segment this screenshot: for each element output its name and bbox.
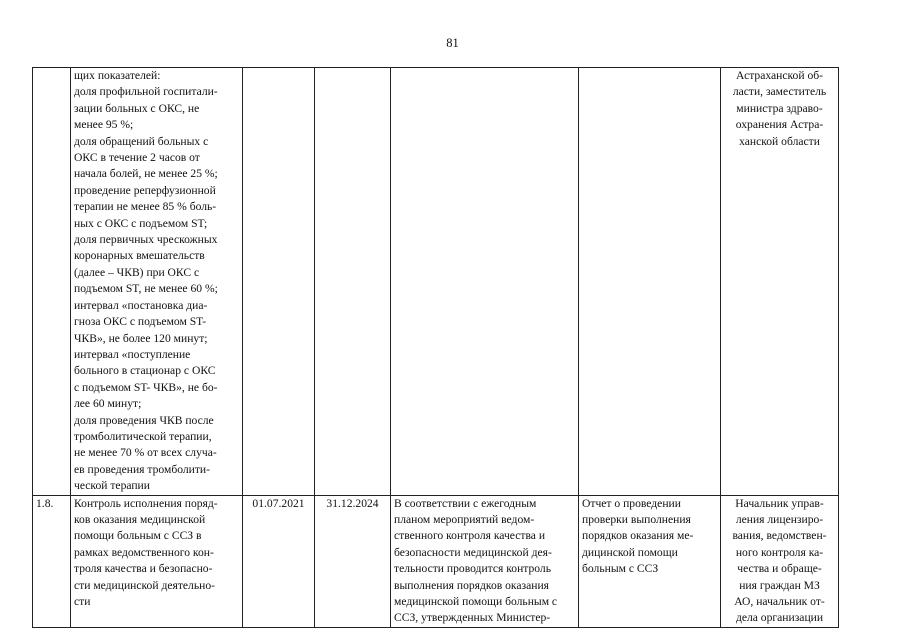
text-line: безопасности медицинской дея- xyxy=(394,545,552,559)
text-line: охранения Астра- xyxy=(735,118,824,132)
text-line: проверки выполнения xyxy=(582,512,691,526)
cell-number xyxy=(33,68,71,496)
text-line: медицинской помощи больным с xyxy=(394,595,558,608)
text-line: планом мероприятий ведом- xyxy=(394,512,535,526)
text-line: ния граждан МЗ xyxy=(739,578,820,592)
text-line: ев проведения тромболити- xyxy=(74,462,210,476)
text-line: выполнения порядков оказания xyxy=(394,578,549,592)
text-line: не менее 70 % от всех случа- xyxy=(74,446,217,460)
text-line: с подъемом ST- ЧКВ», не бо- xyxy=(74,380,218,394)
text-line: интервал «поступление xyxy=(74,347,191,361)
text-line: ков оказания медицинской xyxy=(74,512,206,526)
text-line: помощи больным с ССЗ в xyxy=(74,529,202,543)
text-line: подъемом ST, не менее 60 %; xyxy=(74,282,218,296)
text-line: троля качества и безопасно- xyxy=(74,562,213,576)
text-line: В соответствии с ежегодным xyxy=(394,496,537,510)
text-line: доля обращений больных с xyxy=(74,134,209,148)
cell-description xyxy=(391,68,579,496)
text-line: ческой терапии xyxy=(74,479,150,493)
result-text xyxy=(582,496,717,578)
text-line: АО, начальник от- xyxy=(734,595,825,608)
text-line: гноза ОКС с подъемом ST- xyxy=(74,315,207,329)
text-line: менее 95 %; xyxy=(74,118,134,132)
description-text xyxy=(394,496,575,627)
text-line: дела организации xyxy=(735,611,824,625)
cell-result xyxy=(579,495,721,627)
text-line: рамках ведомственного кон- xyxy=(74,545,214,559)
text-line: больным с ССЗ xyxy=(582,562,659,576)
text-line: ного контроля ка- xyxy=(735,545,824,559)
text-line: порядков оказания ме- xyxy=(582,529,694,543)
text-line: лее 60 минут; xyxy=(74,397,142,411)
event-text xyxy=(74,496,239,611)
event-text xyxy=(74,68,239,495)
text-line: дицинской помощи xyxy=(582,545,678,559)
text-line: ласти, заместитель xyxy=(732,85,827,99)
page-number: 81 xyxy=(446,36,459,50)
cell-end-date: 31.12.2024 xyxy=(315,495,391,627)
cell-description xyxy=(391,495,579,627)
text-line: проведение реперфузионной xyxy=(74,183,216,197)
text-line: ханской области xyxy=(739,134,820,148)
text-line: сти xyxy=(74,595,91,608)
cell-number: 1.8. xyxy=(33,495,71,627)
text-line: интервал «постановка диа- xyxy=(74,298,208,312)
text-line: доля первичных чрескожных xyxy=(74,233,218,247)
text-line: коронарных вмешательств xyxy=(74,249,205,263)
cell-result xyxy=(579,68,721,496)
text-line: вания, ведомствен- xyxy=(732,529,827,543)
text-line: чества и обраще- xyxy=(737,562,822,576)
cell-end-date xyxy=(315,68,391,496)
text-line: тромболитической терапии, xyxy=(74,429,212,443)
cell-responsible xyxy=(721,68,839,496)
text-line: ОКС в течение 2 часов от xyxy=(74,151,200,165)
text-line: (далее – ЧКВ) при ОКС с xyxy=(74,265,200,279)
text-line: ления лицензиро- xyxy=(735,512,824,526)
cell-responsible xyxy=(721,495,839,627)
cell-event xyxy=(71,68,243,496)
text-line: доля профильной госпитали- xyxy=(74,85,218,99)
text-line: тельности проводится контроль xyxy=(394,562,552,576)
cell-start-date: 01.07.2021 xyxy=(243,495,315,627)
table-row xyxy=(33,68,839,496)
text-line: ССЗ, утвержденных Министер- xyxy=(394,611,551,625)
text-line: Астраханской об- xyxy=(735,69,824,82)
responsible-text xyxy=(724,496,835,627)
cell-start-date xyxy=(243,68,315,496)
text-line: Отчет о проведении xyxy=(582,496,681,510)
text-line: ЧКВ», не более 120 минут; xyxy=(74,331,208,345)
text-line: зации больных с ОКС, не xyxy=(74,101,200,115)
text-line: Контроль исполнения поряд- xyxy=(74,496,218,510)
text-line: терапии не менее 85 % боль- xyxy=(74,200,217,214)
table-row xyxy=(33,495,839,627)
text-line: доля проведения ЧКВ после xyxy=(74,413,214,427)
text-line: министра здраво- xyxy=(736,101,823,115)
text-line: Начальник управ- xyxy=(735,496,824,510)
text-line: ных с ОКС с подъемом ST; xyxy=(74,216,208,230)
text-line: ственного контроля качества и xyxy=(394,529,546,543)
measures-table xyxy=(32,67,839,628)
text-line: начала болей, не менее 25 %; xyxy=(74,167,218,181)
cell-event xyxy=(71,495,243,627)
text-line: сти медицинской деятельно- xyxy=(74,578,215,592)
responsible-text xyxy=(724,68,835,150)
text-line: щих показателей: xyxy=(74,69,161,82)
text-line: больного в стационар с ОКС xyxy=(74,364,216,378)
